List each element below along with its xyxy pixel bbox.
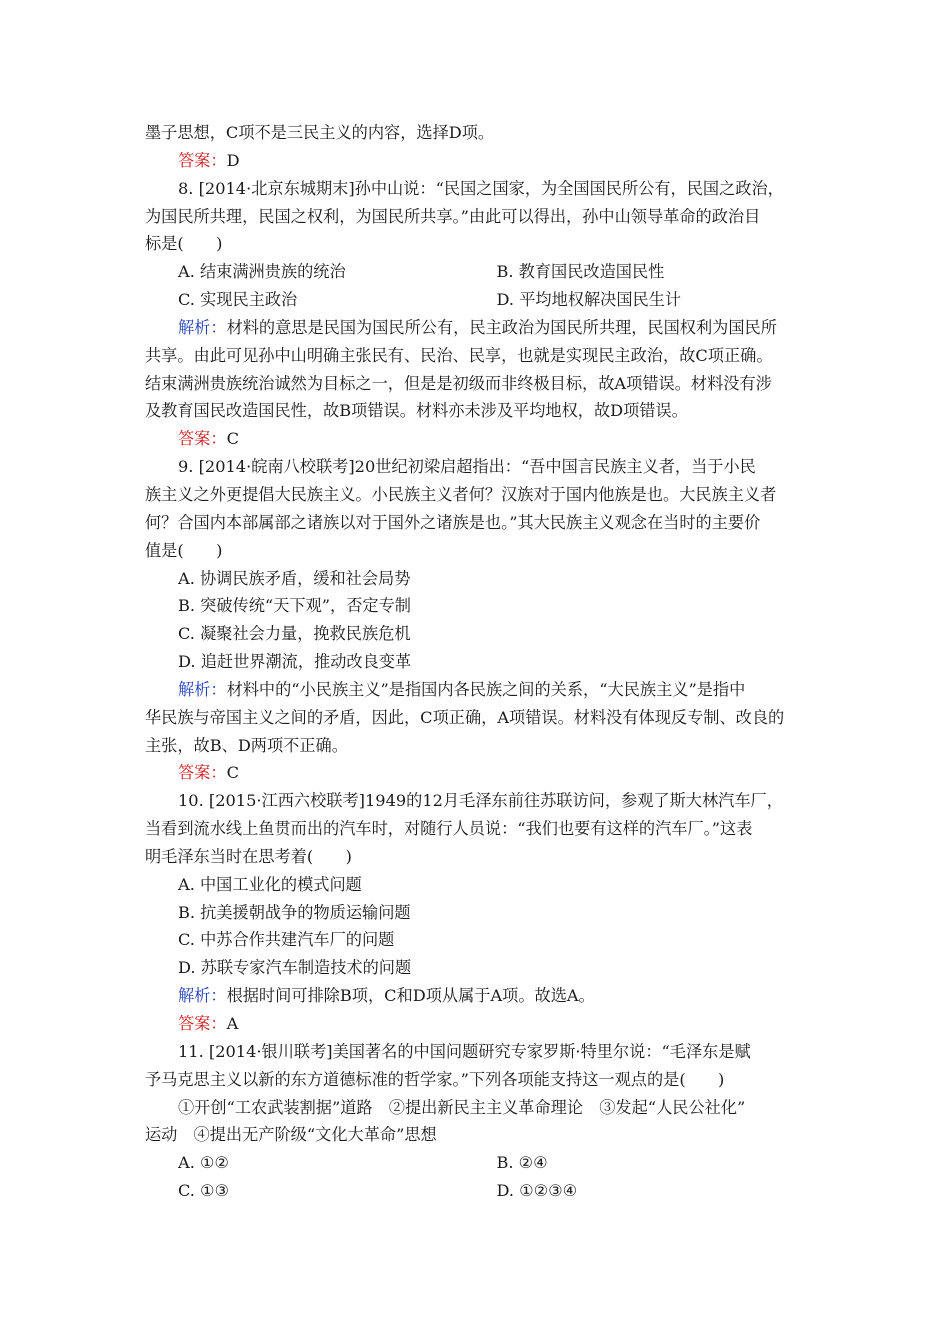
options-row — [145, 1149, 815, 1177]
option-c: C. 中苏合作共建汽车厂的问题 — [178, 930, 395, 950]
answer-value: C — [226, 763, 239, 783]
analysis-label: 解析： — [178, 679, 227, 699]
option-b: B. ②④ — [496, 1153, 548, 1173]
analysis-line: 共享。由此可见孙中山明确主张民有、民治、民享，也就是实现民主政治，故C项正确。 — [145, 345, 773, 365]
answer-label: 答案： — [178, 763, 227, 783]
analysis-label: 解析： — [178, 986, 227, 1006]
option-d: D. ①②③④ — [496, 1181, 578, 1201]
analysis-text: 根据时间可排除B项，C和D项从属于A项。故选A。 — [226, 986, 595, 1006]
question-items-line: 运动 ④提出无产阶级“文化大革命”思想 — [145, 1125, 437, 1145]
analysis-line — [145, 314, 815, 342]
question-stem-line: 值是( ) — [145, 540, 223, 560]
question-stem-line: 8. [2014·北京东城期末]孙中山说：“民国之国家，为全国国民所公有，民国之政治， — [178, 178, 784, 198]
intro-text-line: 墨子思想，C项不是三民主义的内容，选择D项。 — [145, 123, 495, 142]
question-stem-line: 何？合国内本部属部之诸族以对于国外之诸族是也。”其大民族主义观念在当时的主要价 — [145, 512, 761, 532]
option-b: B. 抗美援朝战争的物质运输问题 — [178, 902, 411, 922]
option-b: B. 突破传统“天下观”，否定专制 — [178, 596, 411, 616]
question-stem-line: 10. [2015·江西六校联考]1949的12月毛泽东前往苏联访问，参观了斯大林汽车厂， — [178, 791, 783, 811]
question-stem-line: 标是( ) — [145, 234, 223, 254]
option-b: B. 教育国民改造国民性 — [496, 262, 665, 282]
question-stem-line: 当看到流水线上鱼贯而出的汽车时，对随行人员说：“我们也要有这样的汽车厂。”这表 — [145, 819, 753, 839]
option-c: C. ①③ — [178, 1181, 230, 1201]
analysis-line — [145, 982, 815, 1010]
answer-label: 答案： — [178, 1014, 227, 1033]
question-10 — [145, 787, 815, 1038]
analysis-text: 材料中的“小民族主义”是指国内各民族之间的关系，“大民族主义”是指中 — [226, 679, 746, 699]
option-a: A. ①② — [178, 1153, 230, 1173]
question-stem-line: 11. [2014·银川联考]美国著名的中国问题研究专家罗斯·特里尔说：“毛泽东是赋 — [178, 1041, 751, 1061]
analysis-line: 华民族与帝国主义之间的矛盾，因此，C项正确，A项错误。材料没有体现反专制、改良的 — [145, 707, 785, 727]
question-stem-line: 予马克思主义以新的东方道德标准的哲学家。”下列各项能支持这一观点的是( ) — [145, 1069, 725, 1089]
analysis-line: 主张，故B、D两项不正确。 — [145, 735, 348, 755]
analysis-line — [145, 676, 815, 704]
question-items-line: ①开创“工农武装割据”道路 ②提出新民主主义革命理论 ③发起“人民公社化” — [178, 1097, 746, 1117]
options-row — [145, 258, 815, 286]
question-9 — [145, 453, 815, 787]
analysis-line: 及教育国民改造国民性，故B项错误。材料亦未涉及平均地权，故D项错误。 — [145, 401, 688, 421]
option-a: A. 结束满洲贵族的统治 — [178, 262, 346, 282]
analysis-text: 材料的意思是民国为国民所公有，民主政治为国民所共理，民国权利为国民所 — [226, 317, 777, 337]
answer-value: C — [226, 429, 239, 449]
option-d: D. 平均地权解决国民生计 — [496, 290, 682, 310]
answer-value: D — [226, 150, 240, 170]
answer-label: 答案： — [178, 150, 227, 170]
question-stem-line: 为国民所共理，民国之权利，为国民所共享。”由此可以得出，孙中山领导革命的政治目 — [145, 206, 761, 226]
option-d: D. 苏联专家汽车制造技术的问题 — [178, 958, 412, 978]
answer-line — [145, 759, 815, 787]
analysis-label: 解析： — [178, 317, 227, 337]
question-8 — [145, 175, 815, 453]
answer-line — [145, 425, 815, 453]
option-d: D. 追赶世界潮流，推动改良变革 — [178, 652, 412, 672]
option-c: C. 凝聚社会力量，挽救民族危机 — [178, 624, 411, 644]
question-stem-line: 9. [2014·皖南八校联考]20世纪初梁启超指出：“吾中国言民族主义者，当于小民 — [178, 457, 756, 477]
options-row — [145, 286, 815, 314]
answer-line — [145, 1010, 815, 1038]
question-stem-line: 明毛泽东当时在思考着( ) — [145, 846, 352, 866]
option-a: A. 中国工业化的模式问题 — [178, 874, 362, 894]
question-11 — [145, 1038, 815, 1205]
question-stem-line: 族主义之外更提倡大民族主义。小民族主义者何？汉族对于国内他族是也。大民族主义者 — [145, 484, 777, 504]
options-row — [145, 1177, 815, 1205]
option-a: A. 协调民族矛盾，缓和社会局势 — [178, 568, 411, 588]
option-c: C. 实现民主政治 — [178, 290, 298, 310]
intro-answer — [145, 147, 815, 175]
analysis-line: 结束满洲贵族统治诚然为目标之一，但是是初级而非终极目标，故A项错误。材料没有涉 — [145, 373, 772, 393]
answer-label: 答案： — [178, 429, 227, 449]
answer-value: A — [226, 1014, 239, 1033]
document-page — [145, 119, 815, 1205]
